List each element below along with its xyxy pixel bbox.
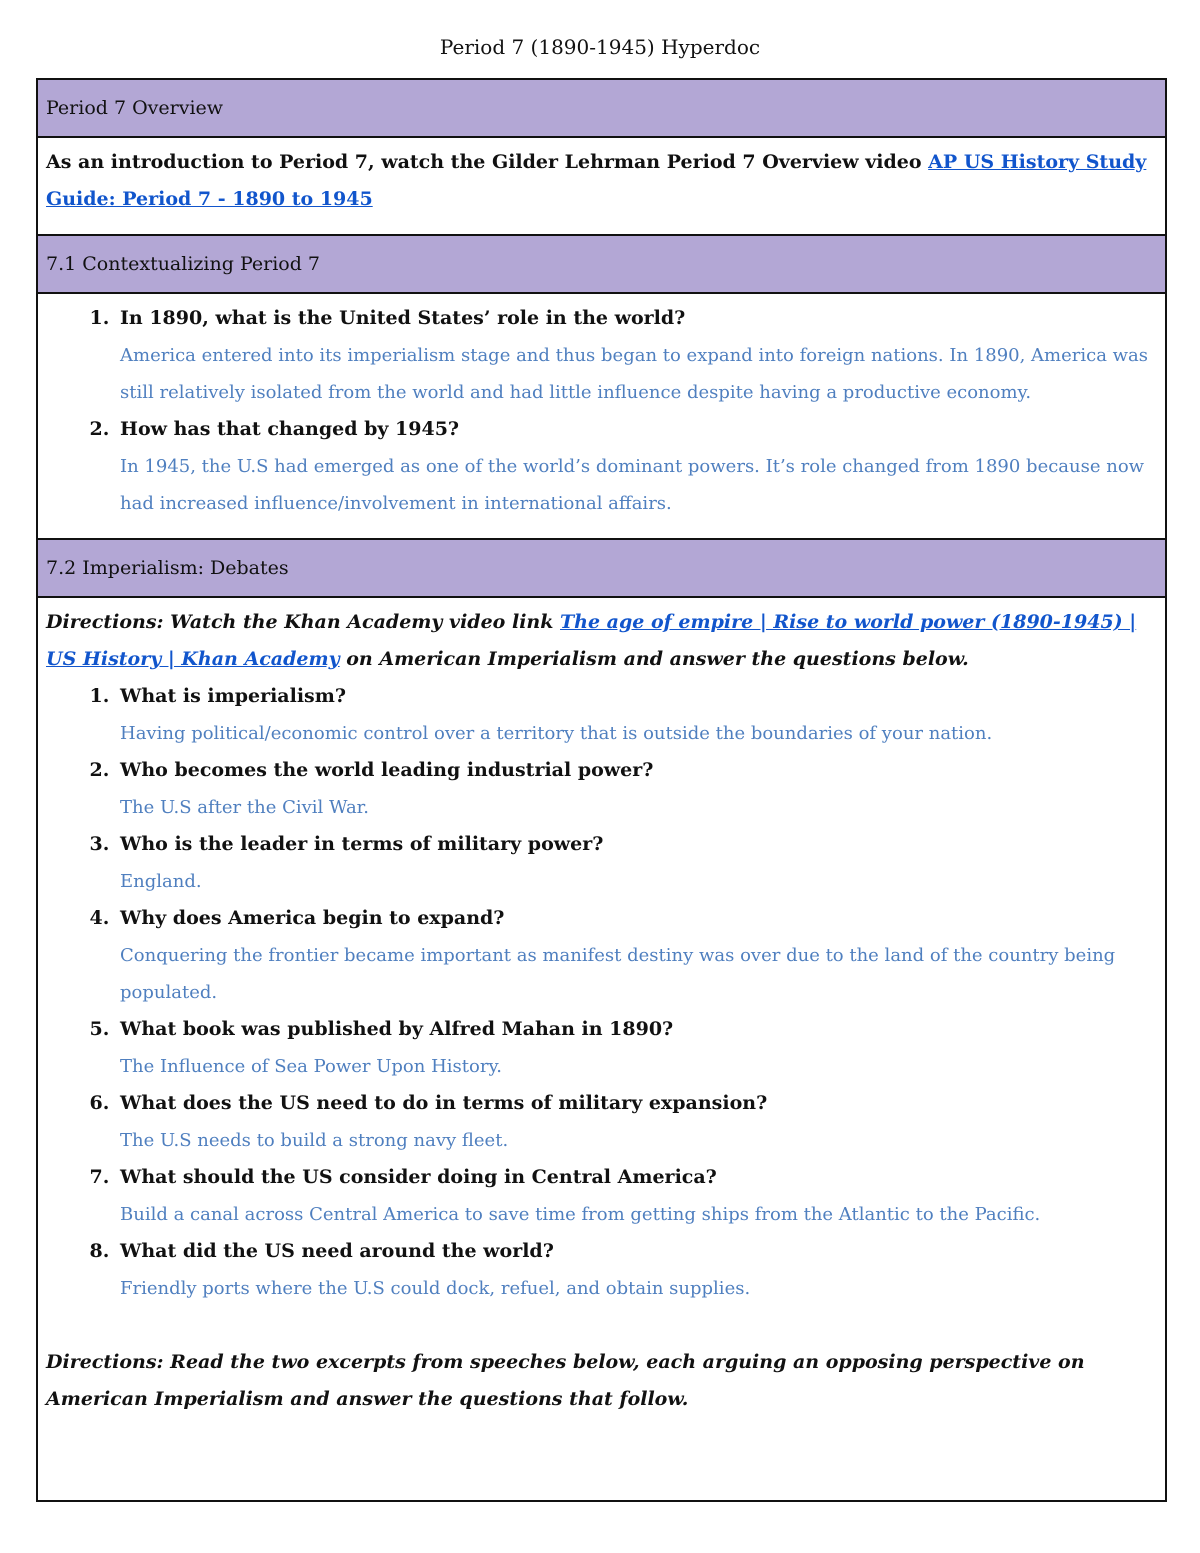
- video-directions: [46, 604, 1157, 678]
- question-text: What is imperialism?: [120, 685, 346, 707]
- answer-text: Having political/economic control over a territory that is outside the boundaries of your nation.: [120, 723, 993, 744]
- question-item: [116, 752, 1157, 826]
- speech-directions: Directions: Read the two excerpts from speeches below, each arguing an opposing perspective on American Imperialism and answer the questions that follow.: [46, 1351, 1085, 1410]
- hyperdoc-table: [36, 78, 1167, 1502]
- question-item: [116, 1159, 1157, 1233]
- question-item: [116, 678, 1157, 752]
- answer-text: Conquering the frontier became important as manifest destiny was over due to the land of the country being populated.: [120, 945, 1116, 1003]
- answer-text: America entered into its imperialism stage and thus began to expand into foreign nations. In 1890, America was still relatively isolated from the world and had little influence despite having a productive economy.: [120, 345, 1149, 403]
- section-header-debates: [37, 539, 1166, 597]
- intro-text: As an introduction to Period 7, watch the Gilder Lehrman Period 7 Overview video: [46, 151, 929, 173]
- question-text: What does the US need to do in terms of military expansion?: [120, 1092, 768, 1114]
- answer-text: The U.S after the Civil War.: [120, 797, 370, 818]
- document-title: Period 7 (1890-1945) Hyperdoc: [439, 35, 761, 59]
- blank-line: [46, 1307, 1157, 1344]
- question-text: What book was published by Alfred Mahan in 1890?: [120, 1018, 674, 1040]
- question-item: [116, 900, 1157, 1011]
- answer-text: The Influence of Sea Power Upon History.: [120, 1056, 502, 1077]
- question-item: [116, 411, 1157, 522]
- overview-cell: [37, 137, 1166, 235]
- question-text: What did the US need around the world?: [120, 1240, 554, 1262]
- question-item: [116, 1085, 1157, 1159]
- gilder-lehrman-video-link[interactable]: AP US History Study Guide: Period 7 - 1890 to 1945: [46, 151, 1147, 210]
- question-item: [116, 1011, 1157, 1085]
- question-text: How has that changed by 1945?: [120, 418, 460, 440]
- question-item: [116, 1233, 1157, 1307]
- contextualizing-cell: [37, 293, 1166, 539]
- section-title: 7.1 Contextualizing Period 7: [46, 252, 321, 275]
- answer-text: Friendly ports where the U.S could dock, refuel, and obtain supplies.: [120, 1278, 751, 1299]
- question-text: In 1890, what is the United States’ role in the world?: [120, 307, 686, 329]
- khan-academy-video-link[interactable]: The age of empire | Rise to world power (1890-1945) | US History | Khan Academy: [46, 611, 1137, 670]
- directions-text: Directions: Watch the Khan Academy video link: [46, 611, 561, 633]
- section-header-overview: [37, 79, 1166, 137]
- answer-text: England.: [120, 871, 202, 892]
- section-header-contextualizing: [37, 235, 1166, 293]
- question-text: What should the US consider doing in Central America?: [120, 1166, 717, 1188]
- answer-text: The U.S needs to build a strong navy fleet.: [120, 1130, 509, 1151]
- question-text: Who is the leader in terms of military power?: [120, 833, 604, 855]
- section-title: 7.2 Imperialism: Debates: [46, 556, 289, 579]
- debates-cell: [37, 597, 1166, 1501]
- debates-question-list: [46, 678, 1157, 1307]
- directions-text-continued: on American Imperialism and answer the questions below.: [339, 648, 969, 670]
- question-item: [116, 300, 1157, 411]
- question-item: [116, 826, 1157, 900]
- contextualizing-question-list: [46, 300, 1157, 522]
- answer-text: Build a canal across Central America to save time from getting ships from the Atlantic to the Pacific.: [120, 1204, 1041, 1225]
- section-title: Period 7 Overview: [46, 96, 224, 119]
- answer-text: In 1945, the U.S had emerged as one of the world’s dominant powers. It’s role changed from 1890 because now had increased influence/involvement in international affairs.: [120, 456, 1145, 514]
- question-text: Who becomes the world leading industrial power?: [120, 759, 654, 781]
- question-text: Why does America begin to expand?: [120, 907, 505, 929]
